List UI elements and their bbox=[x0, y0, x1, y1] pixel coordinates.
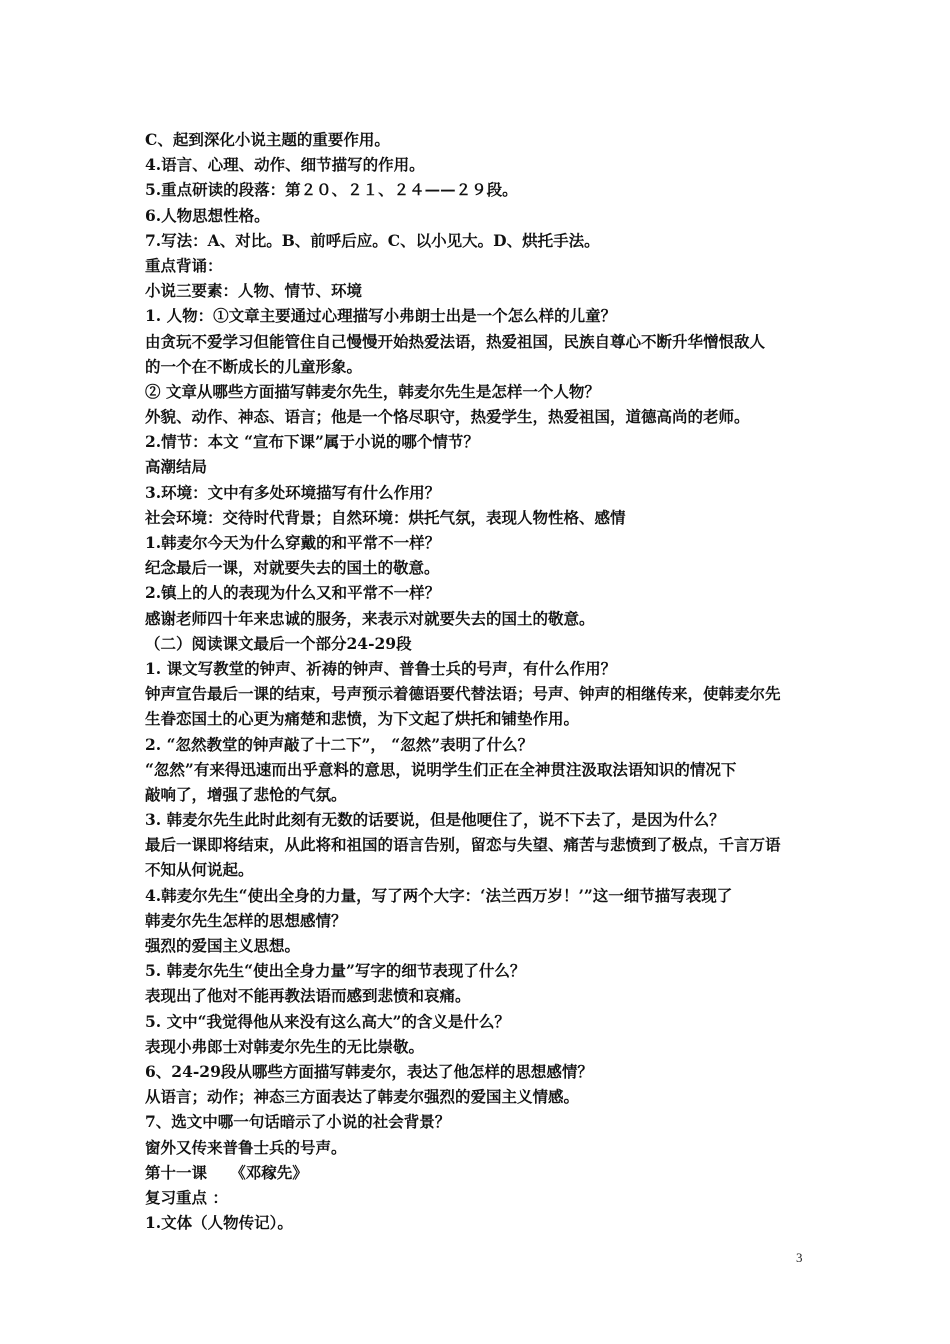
text-line: 4.语言、心理、动作、细节描写的作用。 bbox=[145, 155, 425, 175]
text-line: 小说三要素：人物、情节、环境 bbox=[145, 281, 363, 301]
answer-line: 敲响了，增强了悲怆的气氛。 bbox=[145, 784, 347, 804]
question-line: 3. 韩麦尔先生此时此刻有无数的话要说，但是他哽住了，说不下去了，是因为什么？ bbox=[145, 810, 725, 830]
answer-line: 钟声宣告最后一课的结束，号声预示着德语要代替法语；号声、钟声的相继传来，使韩麦尔先 bbox=[145, 684, 781, 704]
question-line: 6、24-29段从哪些方面描写韩麦尔，表达了他怎样的思想感情？ bbox=[145, 1061, 593, 1081]
answer-line: 不知从何说起。 bbox=[145, 860, 254, 880]
question-line: 7、选文中哪一句话暗示了小说的社会背景？ bbox=[145, 1112, 451, 1132]
answer-line: 社会环境：交待时代背景；自然环境：烘托气氛，表现人物性格、感情 bbox=[145, 507, 626, 527]
answer-line: 生眷恋国土的心更为痛楚和悲愤，为下文起了烘托和铺垫作用。 bbox=[145, 709, 580, 729]
answer-line: “忽然”有来得迅速而出乎意料的意思，说明学生们正在全神贯注汲取法语知识的情况下 bbox=[145, 759, 737, 779]
question-line: 2. “忽然教堂的钟声敲了十二下”， “忽然”表明了什么？ bbox=[145, 734, 534, 754]
question-line: 1.韩麦尔今天为什么穿戴的和平常不一样？ bbox=[145, 533, 441, 552]
section-heading: （二）阅读课文最后一个部分24-29段 bbox=[145, 633, 412, 653]
answer-line: 感谢老师四十年来忠诚的服务，来表示对就要失去的国土的敬意。 bbox=[145, 608, 595, 628]
answer-line: 表现小弗郎士对韩麦尔先生的无比崇敬。 bbox=[145, 1036, 425, 1056]
question-line: 4.韩麦尔先生“使出全身的力量，写了两个大字：‘法兰西万岁！’”这一细节描写表现了 bbox=[145, 885, 733, 905]
question-line: 2.情节：本文 “宣布下课”属于小说的哪个情节？ bbox=[145, 432, 479, 452]
answer-line: 外貌、动作、神态、语言；他是一个恪尽职守，热爱学生，热爱祖国，道德高尚的老师。 bbox=[145, 407, 750, 427]
question-line: 2.镇上的人的表现为什么又和平常不一样？ bbox=[145, 583, 441, 603]
text-line: 6.人物思想性格。 bbox=[145, 205, 270, 225]
answer-line: 表现出了他对不能再教法语而感到悲愤和哀痛。 bbox=[145, 986, 471, 1006]
question-line: 1. 人物：①文章主要通过心理描写小弗朗士出是一个怎么样的儿童？ bbox=[145, 306, 617, 326]
text-line: 7.写法：A、对比。B、前呼后应。C、以小见大。D、烘托手法。 bbox=[145, 230, 600, 250]
answer-line: 高潮结局 bbox=[145, 457, 208, 477]
question-line: 1. 课文写教堂的钟声、祈祷的钟声、普鲁士兵的号声，有什么作用？ bbox=[145, 658, 617, 678]
answer-line: 从语言；动作；神态三方面表达了韩麦尔强烈的爱国主义情感。 bbox=[145, 1087, 580, 1107]
question-line: 5. 文中“我觉得他从来没有这么高大”的含义是什么？ bbox=[145, 1011, 510, 1031]
text-line: C、起到深化小说主题的重要作用。 bbox=[145, 130, 390, 149]
answer-line: 由贪玩不爱学习但能管住自己慢慢开始热爱法语，热爱祖国，民族自尊心不断升华憎恨敌人 bbox=[145, 331, 766, 351]
lesson-title: 第十一课 《邓稼先》 bbox=[145, 1162, 308, 1182]
text-line: 1.文体（人物传记）。 bbox=[145, 1213, 293, 1233]
answer-line: 强烈的爱国主义思想。 bbox=[145, 936, 301, 955]
answer-line: 的一个在不断成长的儿童形象。 bbox=[145, 356, 363, 376]
section-heading: 复习重点 ： bbox=[145, 1187, 228, 1207]
question-line: 5. 韩麦尔先生“使出全身力量”写字的细节表现了什么？ bbox=[145, 961, 526, 981]
answer-line: 纪念最后一课，对就要失去的国土的敬意。 bbox=[145, 558, 440, 578]
question-line: 韩麦尔先生怎样的思想感情？ bbox=[145, 910, 347, 930]
answer-line: 窗外又传来普鲁士兵的号声。 bbox=[145, 1137, 347, 1157]
answer-line: 最后一课即将结束，从此将和祖国的语言告别，留恋与失望、痛苦与悲愤到了极点，千言万语 bbox=[145, 835, 781, 855]
document-body bbox=[145, 127, 835, 1235]
question-line: ② 文章从哪些方面描写韩麦尔先生，韩麦尔先生是怎样一个人物？ bbox=[145, 381, 600, 401]
page-number: 3 bbox=[796, 1250, 803, 1265]
question-line: 3.环境：文中有多处环境描写有什么作用？ bbox=[145, 482, 441, 502]
section-heading: 重点背诵： bbox=[145, 255, 223, 275]
text-line: 5.重点研读的段落：第２０、２１、２４——２９段。 bbox=[145, 180, 518, 200]
